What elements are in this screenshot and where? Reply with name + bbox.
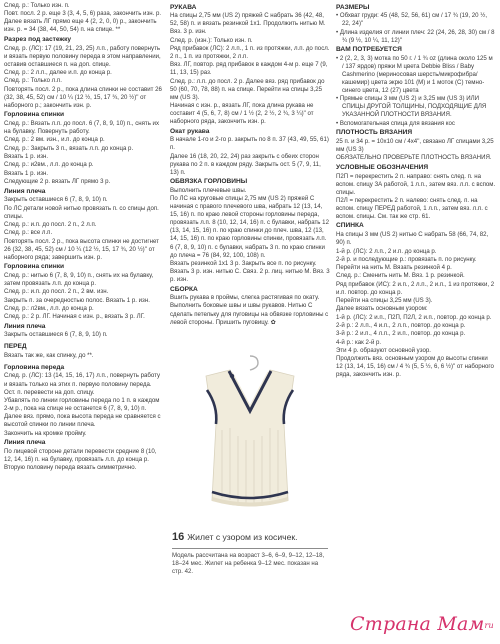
vest-illustration [172, 350, 328, 528]
paragraph: 2-й р. и последующие р.: провязать п. по рисунку. Перейти на нить М. Вязать резинкой 4 р. [336, 255, 477, 271]
section-heading: Горловина спинки [4, 263, 65, 271]
paragraph: На спицы 2,75 мм (US 2) пряжей С набрать 36 (42, 48, 52, 58) п. и вязать резинкой 1x1. Продолжить нитью M. Вяз. 3 р. изн. [170, 12, 326, 36]
watermark-text: Страна Мам [350, 613, 485, 635]
paragraph: Выполнить плечевые швы. [170, 186, 247, 194]
paragraph: На спицы 3 мм (US 2) нитью С набрать 58 (66, 74, 82, 90) п. [336, 231, 489, 247]
section-heading: Горловина переда [4, 363, 65, 371]
paragraph: 4-й р.: как 2-й р. [336, 338, 382, 346]
paragraph: Вязать так же, как спинку, до **. [4, 351, 94, 359]
paragraph: След. р.: Только изн. п. [4, 2, 70, 9]
paragraph: По ЛС на круговые спицы 2,75 мм (US 2) пряжей С начиная с правого плечевого шва, набрать 12 (13, 14, 15, 16) п. по краю левой стороны горловины переда, провязать л.п. 8 (10, 12, 14, 16) п. с булавки, набрать 12 (13, 14, 15, 16) п. по краю спинки до плеч. шва, 12 (13, 14, 15, 16) п. по краю горловины спинки, провязать л.п. 6 (7, 8, 9, 10) п. с булавки, набрать 3 п. по краю спинки до плеча = 76 (84, 92, 100, 108) п. [170, 195, 329, 259]
section-heading: Окат рукава [170, 127, 210, 135]
section-heading: Линия плеча [4, 187, 46, 195]
section-heading: СБОРКА [170, 285, 198, 293]
section-heading: РУКАВА [170, 3, 197, 11]
paragraph: Далее 16 (18, 20, 22, 24) раз закрыть с обеих сторон рукава по 2 п. в каждом ряду. Закрыть ост. 5 (7, 9, 11, 13) п. [170, 152, 321, 176]
paragraph: Повторять посл. 2 р., пока высота спинки не достигнет 26 (32, 38, 45, 52) см / 10 ¼ (12 ½, 15, 17 ¾, 20 ½)" от наборного ряда; завершить изн. р. [4, 237, 159, 261]
paragraph: По лицевой стороне детали перевести средние 8 (10, 12, 14, 16) п. на булавку, провязать л.п. до конца р. [4, 447, 157, 463]
paragraph: Перейти на спицы 3,25 мм (US 3). [336, 296, 433, 304]
paragraph: 3-й р.: 2 и.п., 4 л.п., 2 и.п., повтор. до конца р. [336, 330, 466, 338]
paragraph: След. р.: и2вм., л.п. до конца р. [4, 161, 94, 169]
paragraph: Вяз. ЛГ, повтор. ряд прибавок в каждом 4-м р. еще 7 (9, 11, 13, 15) раз. [170, 61, 328, 77]
paragraph: Далее вяз. прямо, пока высота переда не сравняется с высотой спинки по линии плеча. [4, 413, 161, 429]
section-heading: РАЗМЕРЫ [336, 3, 370, 11]
list-item: • 2 (2, 2, 3, 3) мотка по 50 г. / 1 ¾ oz (длина около 125 м / 137 ярдов) пряжи М цвета Debbie Bliss / Baby Cashmerino (мериносовая шерсть/микрофибра/кашемир) цвета экрю 101 (M) и 1 моток (С) темно-синего цвета, 12 (27) цвета [336, 54, 493, 94]
section-heading: ОБВЯЗКА ГОРЛОВИНЫ [170, 178, 248, 186]
column-right [336, 2, 496, 642]
paragraph: Продолжить вяз. основным узором до высоты спинки 12 (13, 14, 15, 16) см / 4 ¾ (5, 5 ½, 6, 6 ½)" от наборного ряда, закончить изн. р. [336, 355, 494, 379]
section-heading: Горловина спинки [4, 111, 65, 119]
paragraph: Эти 4 р. образуют основной узор. [336, 346, 431, 354]
paragraph: В начале 1-го и 2-го р. закрыть по 8 п. 37 (43, 49, 55, 61) п. [170, 136, 329, 152]
section-heading: Линия плеча [4, 322, 46, 330]
paragraph: Вязать резинкой 1x1 3 р. Закрыть все п. по рисунку. [170, 259, 317, 267]
list-item: • Прямые спицы 3 мм (US 2) и 3,25 мм (US 3) ИЛИ СПИЦЫ ДРУГОЙ ТОЛЩИНЫ, ПОДХОДЯЩИЕ ДЛЯ УКАЗАННОЙ ПЛОТНОСТИ ВЯЗАНИЯ. [336, 95, 487, 119]
paragraph: След. р.: л.п. до посл. 2 р. Далее вяз. ряд прибавок до 50 (60, 70, 78, 88) п. на спице. Перейти на спицы 3,25 мм (US 3). [170, 77, 325, 101]
paragraph: След. р.: нитью 6 (7, 8, 9, 10) п., снять их на булавку, затем провязать л.п. до конца р. [4, 271, 154, 287]
column-left [4, 2, 162, 642]
paragraph: Убавлять по линии горловины переда по 1 п. в каждом 2-м р., пока на спице не останется 6 (7, 8, 9, 10) п. [4, 396, 160, 412]
site-watermark [350, 612, 500, 642]
caption-title-row [172, 530, 328, 545]
paragraph: Далее вязать основным узором: [336, 305, 428, 313]
paragraph: 1-й р. (ЛС): 2 и.п., П2П, П2Л, 2 и.п., повтор. до конца р. [336, 313, 492, 321]
spacer [4, 360, 162, 362]
section-heading: ПЕРЕД [4, 343, 27, 351]
section-heading: УСЛОВНЫЕ ОБОЗНАЧЕНИЯ [336, 163, 429, 171]
paragraph: Следующие 2 р. вязать ЛГ прямо 3 р. [4, 177, 111, 185]
paragraph: Вязать 1 р. изн. [4, 152, 49, 160]
pattern-number: 16 [172, 531, 185, 543]
pattern-caption [172, 530, 328, 576]
paragraph: Повт. посл. 2 р. еще 3 (3, 4, 5, 6) раза, закончить изн. р. Далее вязать ЛГ прямо еще 4 (2, 2, 0, 0) р., закончить изн. р. = 34 (38, 44, 50, 54) п. на спице. ** [4, 10, 162, 34]
paragraph: След. р.: Сменить нить М. Вяз. 1 р. резинкой. [336, 272, 465, 280]
paragraph: Закончить на кромке пройму. [4, 429, 87, 437]
paragraph: Ряд прибавок (ИС): 2 и.п., 2 л.п., 2 и.п., 1 из протяжки, 2 и.п. повтор. до конца р. [336, 280, 495, 296]
paragraph: След. р.: Закрыть 3 п., вязать л.п. до конца р. [4, 144, 134, 152]
paragraph: След. р.: 2 л.п., далее и.п. до конца р. [4, 69, 112, 77]
paragraph: Вязать 3 р. изн. нитью С. Связ. 2 р. лиц. нитью М. Вяз. 3 р. изн. [170, 268, 330, 284]
paragraph: Ряд прибавок (ЛС): 2 л.п., 1 п. из протяжки, л.п. до посл. 2 п., 1 п. из протяжки, 2 л.п. [170, 44, 330, 60]
paragraph: След. р.: 2 вм. изн., и.п. до конца р. [4, 136, 105, 144]
paragraph: Вшить рукава в проймы, слегка растягивая по окату. Выполнить боковые швы и швы рукавов. Нитью С сделать петельку для пуговицы на обвязке горловины с левой стороны. Пришить пуговицу. ✿ [170, 294, 329, 326]
vest-photo [172, 350, 328, 528]
paragraph: След. р.: Только л.п. [4, 77, 62, 85]
paragraph: Закрыть оставшиеся 6 (7, 8, 9, 10) п. [4, 196, 108, 204]
paragraph: П2П = перекрестить 2 п. направо: снять след. п. на вспом. спицу ЗА работой, 1 л.п., затем вяз. л.п. с вспом. спицы. [336, 172, 496, 196]
list-item: • Длина изделия от линии плеч: 22 (24, 26, 28, 30) см / 8 ¾ (9 ½, 10 ¼, 11, 12)" [336, 28, 495, 44]
section-heading: СПИНКА [336, 222, 364, 230]
pattern-title: Жилет с узором из косичек. [187, 532, 298, 542]
list-item: • Обхват груди: 45 (48, 52, 56, 61) см / 17 ¾ (19, 20 ½, 22, 24)" [336, 12, 488, 28]
paragraph: След. р.: 2 р. ЛГ. Начиная с изн. р., вязать 3 р. ЛГ. [4, 313, 145, 321]
section-heading: Линия плеча [4, 439, 46, 447]
paragraph: След. р.: все л.п. [4, 229, 53, 237]
paragraph: Начиная с изн. р., вязать ЛГ, пока длина рукава не составит 4 (5, 6, 7, 8) см / 1 ½ (2, 2 ½, 2 ¾, 3 ¼)" от наборного ряда, закончить изн. р. [170, 102, 314, 126]
paragraph: Вязать 1 р. изн. [4, 169, 49, 177]
paragraph: След. р.: и.п. до посл. 2 п., 2 л.п. [4, 220, 97, 228]
paragraph: П2Л = перекрестить 2 п. налево: снять след. п. на вспом. спицу ПЕРЕД работой, 1 л.п., затем вяз. л.п. с вспом. спицы. См. так же стр. 61. [336, 196, 488, 220]
paragraph: Закрыть п. за очередностью полос. Вязать 1 р. изн. [4, 296, 150, 304]
paragraph: 2-й р.: 2 л.п., 4 и.п., 2 л.п., повтор. до конца р. [336, 321, 466, 329]
watermark-suffix: ru [484, 621, 494, 630]
paragraph: След. р.: л2вм., л.п. до конца р. [4, 304, 94, 312]
paragraph: 25 п. и 34 р. = 10x10 см / 4x4", связано ЛГ спицами 3,25 мм (US 3) [336, 137, 494, 153]
section-heading: ВАМ ПОТРЕБУЕТСЯ [336, 46, 402, 54]
paragraph: Закрыть оставшиеся 6 (7, 8, 9, 10) п. [4, 331, 108, 339]
caption-description: Модель рассчитана на возраст 3–6, 6–9, 9–12, 12–18, 18–24 мес. Жилет на ребенка 9–12 мес. показан на стр. 42. [172, 551, 325, 575]
paragraph: По ЛС детали новой нитью провязать п. со спицы доп. спицы. [4, 204, 159, 220]
section-heading: ПЛОТНОСТЬ ВЯЗАНИЯ [336, 129, 413, 137]
section-heading: Разрез под застежку [4, 35, 72, 43]
paragraph: След. р. (ЛС): 13 (14, 15, 16, 17) л.п., повернуть работу и вязать только на этих п. первую половину переда. Ост. п. перевести на доп. спицу. [4, 372, 161, 396]
paragraph: След. р.: Вязать л.п. до посл. 6 (7, 8, 9, 10) п., снять их на булавку. Повернуть работу. [4, 119, 160, 135]
paragraph: Повторять посл. 2 р., пока длина спинки не составит 26 (32, 38, 45, 52) см / 10 ¼ (12 ½, 15, 17 ¾, 20 ½)" от наборного р.; закончить изн. р. [4, 85, 162, 109]
spacer [4, 340, 162, 342]
paragraph: Вторую половину переда вязать симметрично. [4, 464, 137, 472]
paragraph: След. р.: и.п. до посл. 2 п., 2 вм. изн. [4, 288, 109, 296]
list-item: • Вспомогательная спица для вязания кос [336, 119, 455, 127]
caption-divider [172, 548, 328, 549]
paragraph: 1-й р. (ЛС): 2 л.п., 2 и.п. до конца р. [336, 247, 437, 255]
paragraph: След. р. (изн.): Только изн. п. [170, 36, 253, 44]
paragraph: След. р. (ЛС): 17 (19, 21, 23, 25) л.п., работу повернуть и вязать первую половину переда в этом направлении, оставив оставшиеся п. на доп. спице. [4, 44, 161, 68]
paragraph: ОБЯЗАТЕЛЬНО ПРОВЕРЬТЕ ПЛОТНОСТЬ ВЯЗАНИЯ. [336, 154, 492, 162]
